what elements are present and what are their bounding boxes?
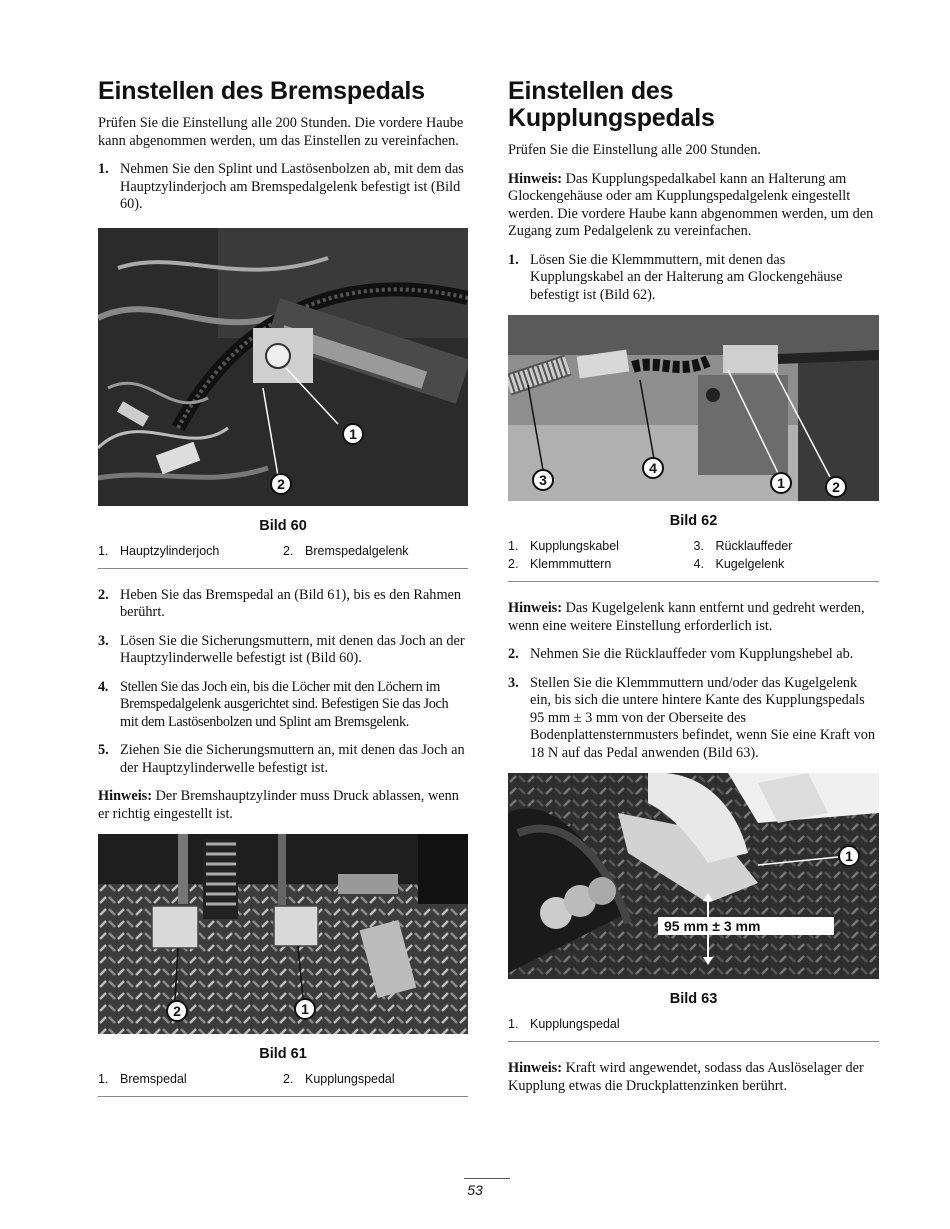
figure-61-photo	[98, 834, 468, 1034]
clutch-step-2: 2. Nehmen Sie die Rücklauffeder vom Kupplungshebel ab.	[508, 646, 854, 662]
legend-item: 1. Kupplungspedal	[508, 1017, 620, 1031]
figure-60-illustration	[98, 228, 468, 506]
figure-63-caption: Bild 63	[669, 991, 718, 1007]
figure-60-callout-1: 1	[342, 423, 364, 445]
legend-item: 2. Klemmmuttern	[508, 557, 612, 571]
clutch-note-3: Hinweis: Kraft wird angewendet, sodass das Auslöselager der Kupplung etwas die Druckplattenzinken berührt.	[508, 1060, 864, 1094]
brake-step-1: 1. Nehmen Sie den Splint und Lastösenbolzen ab, mit dem das Hauptzylinderjoch am Bremspedalgelenk befestigt ist (Bild 60).	[98, 161, 464, 212]
legend-item: 3. Rücklauffeder	[693, 539, 793, 553]
figure-61-caption: Bild 61	[259, 1046, 307, 1062]
figure-62-photo	[508, 315, 879, 501]
figure-61-illustration	[98, 834, 468, 1034]
clutch-step-1: 1. Lösen Sie die Klemmmuttern, mit denen das Kupplungskabel an der Halterung am Glockengehäuse befestigt ist (Bild 62).	[508, 251, 843, 303]
figure-60-caption: Bild 60	[259, 517, 307, 534]
figure-63-photo	[508, 773, 879, 979]
legend-item: 1. Kupplungskabel	[508, 539, 619, 553]
legend-item: 4. Kugelgelenk	[693, 557, 785, 571]
clutch-note-1: Hinweis: Das Kupplungspedalkabel kann an Halterung am Glockengehäuse oder am Kupplungspedalgelenk eingestellt werden. Die vordere Haube kann abgenommen werden, um den Zugang zum Pedalgelenk zu vereinfachen.	[508, 170, 874, 239]
page-number-rule	[464, 1178, 510, 1179]
clutch-step-3: 3. Stellen Sie die Klemmmuttern und/oder das Kugelgelenk ein, bis sich die untere hintere Kante des Kupplungspedals 95 mm ± 3 mm von der Oberseite des Bodenplattensternmusters befindet, wenn Sie eine Kraft von 18 N auf das Pedal anwenden (Bild 63).	[508, 674, 876, 761]
legend-item: 1. Bremspedal	[98, 1072, 187, 1086]
legend-item: 1. Hauptzylinderjoch	[98, 543, 220, 558]
right-column	[508, 78, 879, 1106]
legend-item: 2. Bremspedalgelenk	[283, 543, 409, 558]
legend-item: 2. Kupplungspedal	[283, 1072, 395, 1086]
figure-62-caption: Bild 62	[669, 513, 718, 529]
figure-62-illustration	[508, 315, 879, 501]
brake-note: Hinweis: Der Bremshauptzylinder muss Druck ablassen, wenn er richtig eingestellt ist.	[98, 788, 459, 822]
brake-step-5: 5. Ziehen Sie die Sicherungsmuttern an, mit denen das Joch an der Hauptzylinderwelle befestigt ist.	[98, 742, 465, 776]
page-number: 53	[467, 1182, 483, 1198]
figure-62-callout-2: 2	[825, 476, 847, 498]
section-title-brake: Einstellen des Bremspedals	[98, 77, 425, 105]
figure-61-callout-2: 2	[166, 1000, 188, 1022]
figure-60-legend	[98, 542, 468, 569]
clutch-note-2: Hinweis: Das Kugelgelenk kann entfernt und gedreht werden, wenn eine weitere Einstellung erforderlich ist.	[508, 600, 865, 634]
figure-61-callout-1: 1	[294, 998, 316, 1020]
figure-62-callout-4: 4	[642, 457, 664, 479]
figure-60-callout-2: 2	[270, 473, 292, 495]
figure-61-legend	[98, 1070, 468, 1097]
figure-62-callout-1: 1	[770, 472, 792, 494]
figure-63-illustration	[508, 773, 879, 979]
figure-63-legend	[508, 1015, 879, 1042]
figure-63-measure-label: 95 mm ± 3 mm	[658, 917, 834, 935]
clutch-intro: Prüfen Sie die Einstellung alle 200 Stunden.	[508, 142, 761, 158]
brake-intro: Prüfen Sie die Einstellung alle 200 Stunden. Die vordere Haube kann abgenommen werden, um das Einstellen zu vereinfachen.	[98, 115, 464, 149]
brake-step-2: 2. Heben Sie das Bremspedal an (Bild 61), bis es den Rahmen berührt.	[98, 586, 462, 620]
figure-63-callout-1: 1	[838, 845, 860, 867]
section-title-clutch: Einstellen des Kupplungspedals	[508, 77, 715, 132]
brake-step-4: 4. Stellen Sie das Joch ein, bis die Löcher mit den Löchern im Bremspedalgelenk ausgerichtet sind. Befestigen Sie das Joch mit dem Lastösenbolzen und Splint am Bremsgelenk.	[98, 678, 449, 730]
left-column	[98, 78, 468, 1115]
figure-60-photo	[98, 228, 468, 506]
brake-step-3: 3. Lösen Sie die Sicherungsmuttern, mit denen das Joch an der Hauptzylinderwelle befestigt ist (Bild 60).	[98, 632, 465, 666]
figure-62-callout-3: 3	[532, 469, 554, 491]
figure-62-legend	[508, 537, 879, 582]
